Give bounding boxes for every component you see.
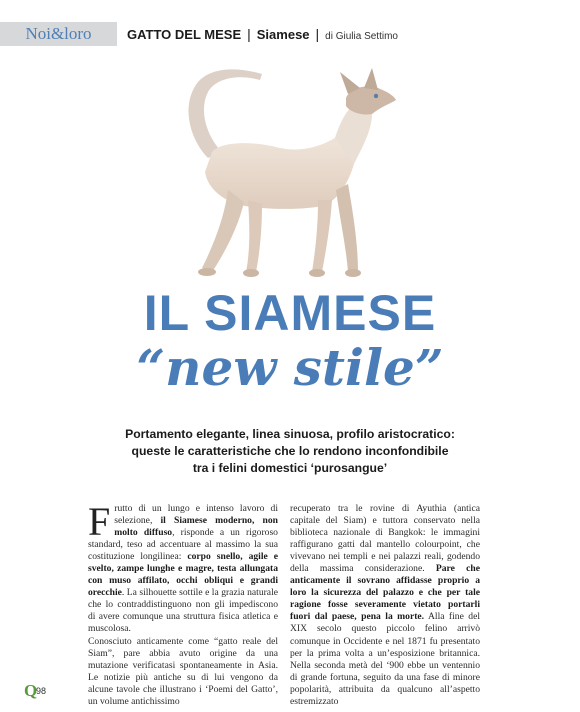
subtitle-line: Portamento elegante, linea sinuosa, profilo aristocratico:: [125, 427, 455, 441]
subtitle-line: tra i felini domestici ‘purosangue’: [192, 461, 388, 475]
cat-paw: [309, 269, 325, 277]
section-tag: Noi&loro: [0, 22, 117, 46]
breed-label: Siamese: [256, 27, 310, 42]
body-paragraph: recuperato tra le rovine di Ayuthia (antica capitale del Siam) e tuttora conservato nella biblioteca nazionale di Bangkok: le immagini raffigurano gatti dal mantello colourpoint, che vivevano nei templi e nei palazzi reali, godendo della massima considerazione. Pare che anticamente il sovrano affidasse proprio a loro la sicurezza del palazzo e che per tale ragione fosse severamente vietato portarli fuori dal paese, pena la morte. Alla fine del XIX secolo questo piccolo felino arrivò comunque in Occidente e nel 1871 fu presentato per la prima volta a un’esposizione britannica. Nella seconda metà del ‘900 ebbe un ventennio di grande fortuna, seguito da una fase di minore popolarità, attribuita da qualcuno all’aspetto estremizzato: [290, 503, 480, 707]
header-line: [127, 22, 398, 46]
cat-eye: [374, 94, 378, 98]
cat-leg: [312, 200, 332, 272]
page-header: [0, 22, 580, 46]
body-paragraph: Conosciuto anticamente come “gatto reale del Siam”, pare abbia avuto origine da una mutazione verificatasi spontaneamente in Asia. Le notizie più antiche su di lui vengono da alcune tavole che illustrano i ‘Poemi del Gatto’, un volume antichissimo: [88, 635, 278, 707]
author-byline: di Giulia Settimo: [325, 31, 398, 42]
cat-leg: [202, 190, 244, 272]
article-column-2: [290, 503, 480, 708]
cat-paw: [198, 268, 216, 276]
cat-ear: [364, 68, 378, 90]
drop-cap: F: [88, 499, 111, 544]
page-number: 98: [36, 686, 47, 696]
article-title: IL SIAMESE: [143, 285, 437, 341]
article-subtitle: [110, 426, 470, 477]
body-paragraph: Frutto di un lungo e intenso lavoro di selezione, il Siamese moderno, non molto diffuso, risponde a un rigoroso standard, teso ad accentuare al massimo la sua costituzione longilinea: corpo snello, agile e svelto, zampe lunghe e magre, testa allungata con muso affilato, occhi obliqui e grandi orecchie. La silhouette sottile e la grazia naturale che lo contraddistinguono non gli impediscono di avere comunque una struttura fisica atletica e muscolosa.: [88, 499, 279, 635]
article-column-1: [88, 499, 279, 708]
subtitle-line: queste le caratteristiche che lo rendono inconfondibile: [131, 444, 449, 458]
header-separator: |: [247, 26, 251, 42]
header-separator: |: [315, 26, 320, 42]
cat-leg: [336, 184, 358, 272]
siamese-cat-photo: [150, 60, 400, 285]
rubric-label: GATTO DEL MESE: [127, 27, 242, 42]
magazine-logo-icon: Q: [24, 681, 38, 700]
article-title-script: “new stile”: [136, 338, 444, 397]
cat-paw: [345, 269, 361, 277]
cat-leg: [246, 200, 262, 272]
cat-paw: [243, 269, 259, 277]
